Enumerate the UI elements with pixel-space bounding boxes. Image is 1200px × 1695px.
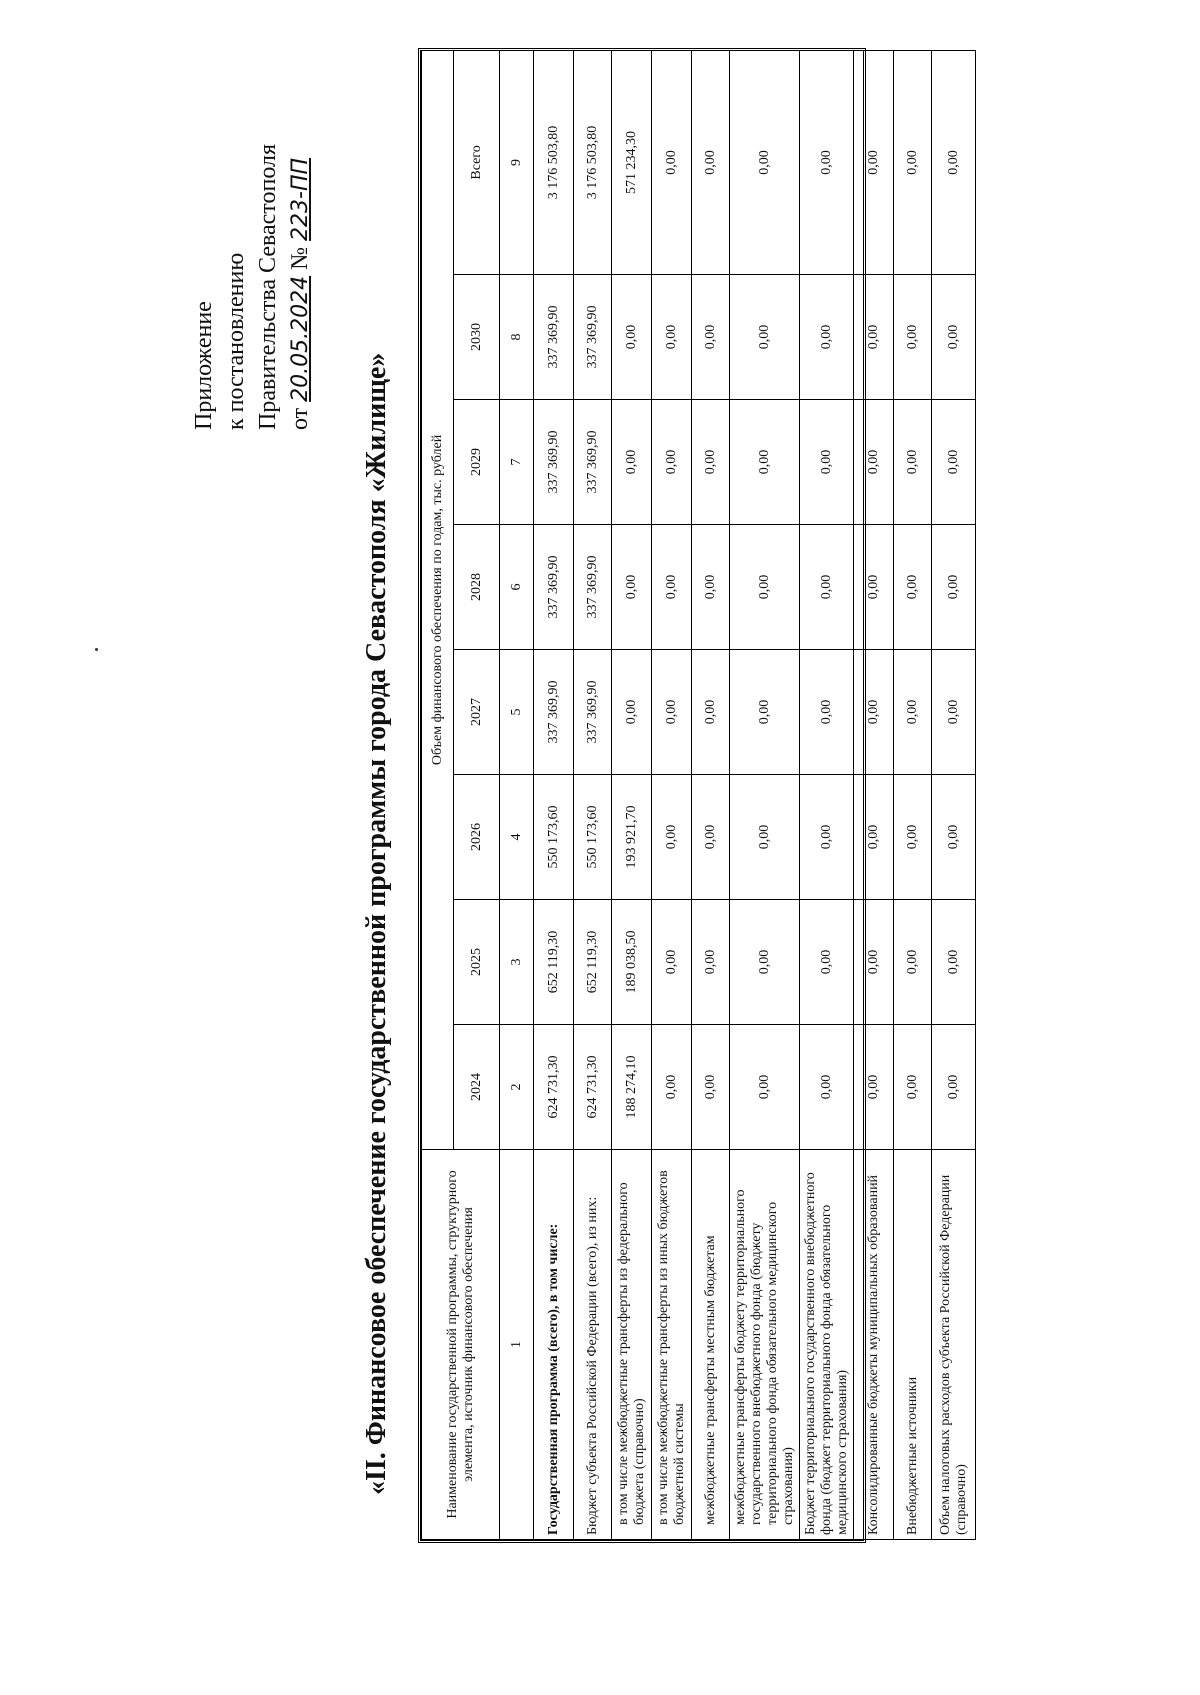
value-cell: 0,00 <box>652 775 692 900</box>
value-cell: 0,00 <box>932 400 976 525</box>
value-cell: 0,00 <box>932 650 976 775</box>
row-label: Объем налоговых расходов субъекта Российской Федерации (справочно) <box>932 1150 976 1540</box>
value-cell: 337 369,90 <box>534 400 574 525</box>
value-cell: 0,00 <box>692 275 730 400</box>
value-cell: 0,00 <box>652 650 692 775</box>
table-row <box>854 50 894 1539</box>
value-cell: 0,00 <box>854 525 894 650</box>
value-cell: 0,00 <box>730 650 800 775</box>
row-label: Внебюджетные источники <box>894 1150 932 1540</box>
value-cell: 0,00 <box>894 400 932 525</box>
table-row <box>692 50 730 1539</box>
row-label: в том числе межбюджетные трансферты из иных бюджетов бюджетной системы <box>652 1150 692 1540</box>
financing-table-frame <box>418 48 969 1543</box>
value-cell: 0,00 <box>692 400 730 525</box>
value-cell: 0,00 <box>730 400 800 525</box>
value-cell: 337 369,90 <box>534 275 574 400</box>
handwritten-number: 223-ПП <box>288 157 313 241</box>
handwritten-date: 20.05.2024 <box>288 275 313 402</box>
year-header: 2026 <box>454 775 500 900</box>
table-row <box>932 50 976 1539</box>
year-header: 2024 <box>454 1025 500 1150</box>
column-number: 2 <box>500 1025 534 1150</box>
value-cell: 0,00 <box>730 775 800 900</box>
appendix-line-4 <box>284 30 317 430</box>
value-cell: 0,00 <box>800 1025 854 1150</box>
year-header: Всего <box>454 50 500 274</box>
value-cell: 0,00 <box>612 275 652 400</box>
value-cell: 3 176 503,80 <box>574 50 612 274</box>
value-cell: 189 038,50 <box>612 900 652 1025</box>
value-cell: 0,00 <box>652 1025 692 1150</box>
value-cell: 652 119,30 <box>574 900 612 1025</box>
value-cell: 0,00 <box>730 50 800 274</box>
appendix-block <box>188 30 317 430</box>
value-cell: 0,00 <box>854 50 894 274</box>
value-cell: 0,00 <box>800 275 854 400</box>
value-cell: 0,00 <box>894 650 932 775</box>
value-cell: 624 731,30 <box>534 1025 574 1150</box>
row-label: Бюджет субъекта Российской Федерации (всего), из них: <box>574 1150 612 1540</box>
column-number: 9 <box>500 50 534 274</box>
value-cell: 550 173,60 <box>534 775 574 900</box>
year-header: 2028 <box>454 525 500 650</box>
value-cell: 0,00 <box>932 1025 976 1150</box>
table-row <box>730 50 800 1539</box>
appendix-line-3: Правительства Севастополя <box>255 143 281 430</box>
value-cell: 624 731,30 <box>574 1025 612 1150</box>
value-cell: 0,00 <box>800 50 854 274</box>
value-cell: 0,00 <box>932 525 976 650</box>
column-number: 4 <box>500 775 534 900</box>
value-cell: 0,00 <box>692 525 730 650</box>
value-cell: 0,00 <box>894 900 932 1025</box>
value-cell: 0,00 <box>932 50 976 274</box>
value-cell: 0,00 <box>800 400 854 525</box>
value-cell: 0,00 <box>612 400 652 525</box>
value-cell: 0,00 <box>854 775 894 900</box>
value-cell: 0,00 <box>692 650 730 775</box>
value-cell: 0,00 <box>652 50 692 274</box>
column-number: 5 <box>500 650 534 775</box>
column-number: 1 <box>500 1150 534 1540</box>
value-cell: 0,00 <box>854 900 894 1025</box>
value-cell: 0,00 <box>692 900 730 1025</box>
value-cell: 0,00 <box>854 1025 894 1150</box>
value-cell: 571 234,30 <box>612 50 652 274</box>
value-cell: 0,00 <box>800 525 854 650</box>
appendix-line-2: к постановлению <box>223 252 249 430</box>
value-cell: 0,00 <box>652 275 692 400</box>
value-cell: 0,00 <box>800 775 854 900</box>
row-label: межбюджетные трансферты местным бюджетам <box>692 1150 730 1540</box>
value-cell: 337 369,90 <box>574 650 612 775</box>
value-cell: 0,00 <box>894 775 932 900</box>
number-sign: № <box>287 246 313 270</box>
value-cell: 0,00 <box>730 1025 800 1150</box>
value-cell: 0,00 <box>932 275 976 400</box>
value-cell: 0,00 <box>894 1025 932 1150</box>
value-cell: 0,00 <box>932 775 976 900</box>
value-cell: 0,00 <box>652 400 692 525</box>
value-cell: 337 369,90 <box>574 400 612 525</box>
value-cell: 337 369,90 <box>574 275 612 400</box>
value-cell: 0,00 <box>854 400 894 525</box>
value-cell: 0,00 <box>854 275 894 400</box>
value-cell: 0,00 <box>652 900 692 1025</box>
value-cell: 0,00 <box>932 900 976 1025</box>
value-cell: 337 369,90 <box>574 525 612 650</box>
value-cell: 652 119,30 <box>534 900 574 1025</box>
table-row <box>534 50 574 1539</box>
value-cell: 0,00 <box>692 50 730 274</box>
table-row <box>574 50 612 1539</box>
row-label: Бюджет территориального государственного внебюджетного фонда (бюджет территориального фонда обязательного медицинского страхования) <box>800 1150 854 1540</box>
section-heading: «II. Финансовое обеспечение государственной программы города Севастополя «Жилище» <box>361 352 392 1495</box>
value-cell: 0,00 <box>730 525 800 650</box>
column-number: 7 <box>500 400 534 525</box>
value-cell: 0,00 <box>612 650 652 775</box>
table-row <box>894 50 932 1539</box>
value-cell: 0,00 <box>800 900 854 1025</box>
value-cell: 0,00 <box>730 275 800 400</box>
value-cell: 0,00 <box>730 900 800 1025</box>
value-cell: 337 369,90 <box>534 650 574 775</box>
value-cell: 193 921,70 <box>612 775 652 900</box>
year-header: 2025 <box>454 900 500 1025</box>
column-header-name: Наименование государственной программы, структурного элемента, источник финансового обеспечения <box>422 1150 500 1540</box>
appendix-date-prefix: от <box>287 407 313 430</box>
value-cell: 0,00 <box>800 650 854 775</box>
year-header: 2030 <box>454 275 500 400</box>
year-header: 2027 <box>454 650 500 775</box>
value-cell: 550 173,60 <box>574 775 612 900</box>
year-header: 2029 <box>454 400 500 525</box>
column-number: 6 <box>500 525 534 650</box>
value-cell: 188 274,10 <box>612 1025 652 1150</box>
column-header-group: Объем финансового обеспечения по годам, тыс. рублей <box>422 50 454 1149</box>
row-label: межбюджетные трансферты бюджету территориального государственного внебюджетного фонда (бюджету территориального фонда обязательного медицинского страхования) <box>730 1150 800 1540</box>
column-number: 3 <box>500 900 534 1025</box>
value-cell: 3 176 503,80 <box>534 50 574 274</box>
financing-table <box>421 50 976 1540</box>
value-cell: 0,00 <box>894 50 932 274</box>
appendix-line-1: Приложение <box>191 301 217 430</box>
value-cell: 0,00 <box>854 650 894 775</box>
table-row <box>800 50 854 1539</box>
value-cell: 0,00 <box>894 275 932 400</box>
row-label: Консолидированные бюджеты муниципальных образований <box>854 1150 894 1540</box>
row-label: Государственная программа (всего), в том числе: <box>534 1150 574 1540</box>
value-cell: 0,00 <box>692 775 730 900</box>
value-cell: 0,00 <box>652 525 692 650</box>
table-row <box>612 50 652 1539</box>
value-cell: 337 369,90 <box>534 525 574 650</box>
value-cell: 0,00 <box>692 1025 730 1150</box>
row-label: в том числе межбюджетные трансферты из федерального бюджета (справочно) <box>612 1150 652 1540</box>
table-row <box>652 50 692 1539</box>
value-cell: 0,00 <box>612 525 652 650</box>
column-number: 8 <box>500 275 534 400</box>
value-cell: 0,00 <box>894 525 932 650</box>
